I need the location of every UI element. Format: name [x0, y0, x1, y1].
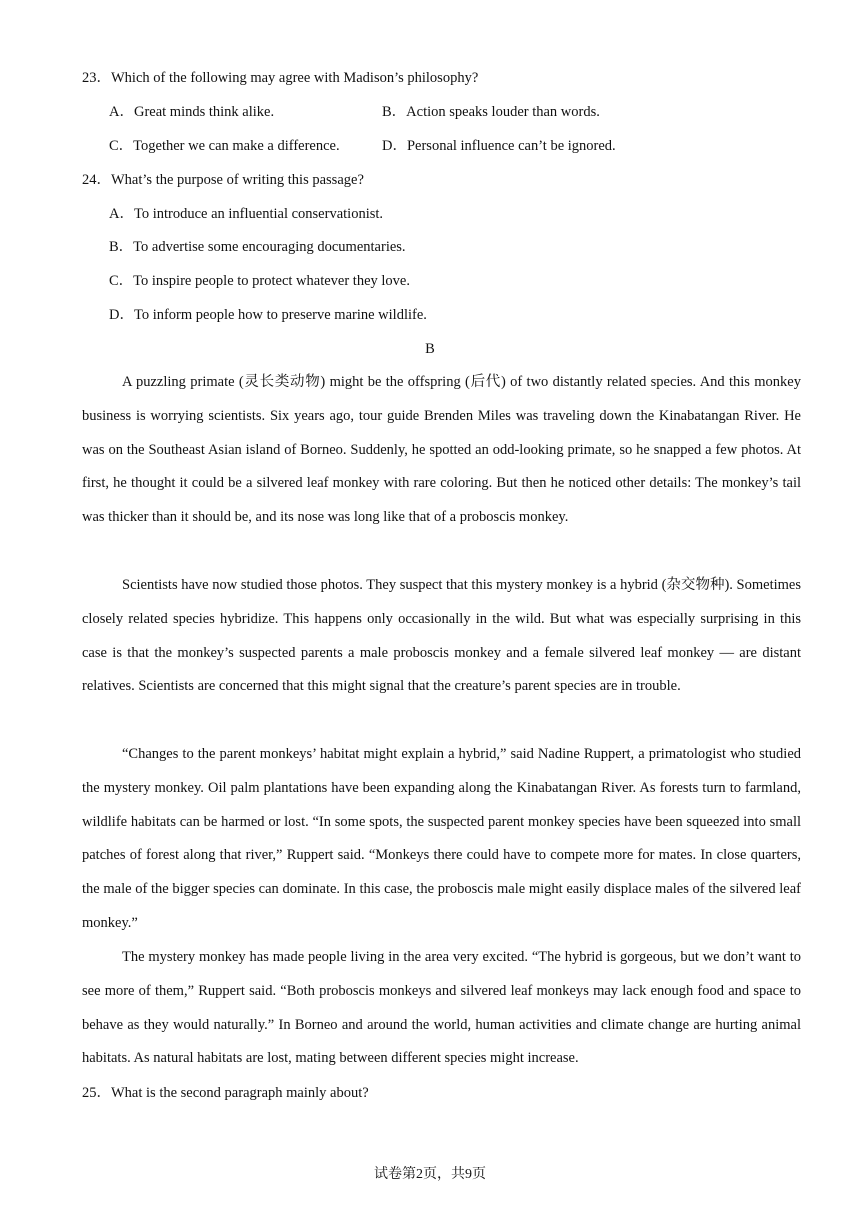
- q23-option-a: A．Great minds think alike.: [109, 104, 275, 120]
- q23-option-b: B．Action speaks louder than words.: [382, 104, 600, 120]
- q24-option-d: D．To inform people how to preserve marine wildlife.: [109, 307, 427, 323]
- section-label: B: [425, 341, 435, 357]
- passage-paragraph-2: Scientists have now studied those photos. They suspect that this mystery monkey is a hybrid (杂交物种). Sometimes closely related species hybridize. This happens only occasionally in the wild. But what was especially surprising in this case is that the monkey’s suspected parents a male proboscis monkey and a female silvered leaf monkey — are distant relatives. Scientists are concerned that this might signal that the creature’s parent species are in trouble.: [82, 577, 801, 695]
- question-25: 25．What is the second paragraph mainly about?: [82, 1085, 369, 1101]
- q24-option-b: B．To advertise some encouraging documentaries.: [109, 239, 406, 255]
- passage-paragraph-4: The mystery monkey has made people living in the area very excited. “The hybrid is gorgeous, but we don’t want to see more of them,” Ruppert said. “Both proboscis monkeys and silvered leaf monkeys may lack enough food and space to behave as they would naturally.” In Borneo and around the world, human activities and climate change are hurting animal habitats. As natural habitats are lost, mating between different species might increase.: [82, 949, 801, 1067]
- question-23: 23．Which of the following may agree with Madison’s philosophy?: [82, 70, 479, 86]
- q24-option-c: C．To inspire people to protect whatever they love.: [109, 273, 410, 289]
- question-24: 24．What’s the purpose of writing this passage?: [82, 172, 364, 188]
- page-footer: 试卷第2页，共9页: [374, 1167, 486, 1182]
- passage-paragraph-1: A puzzling primate (灵长类动物) might be the offspring (后代) of two distantly related species. And this monkey business is worrying scientists. Six years ago, tour guide Brenden Miles was traveling down the Kinabatangan River. He was on the Southeast Asian island of Borneo. Suddenly, he spotted an odd-looking primate, so he snapped a few photos. At first, he thought it could be a silvered leaf monkey with rare coloring. But then he noticed other details: The monkey’s tail was thicker than it should be, and its nose was long like that of a proboscis monkey.: [82, 374, 801, 526]
- q24-option-a: A．To introduce an influential conservationist.: [109, 206, 384, 222]
- passage-paragraph-3: “Changes to the parent monkeys’ habitat might explain a hybrid,” said Nadine Ruppert, a primatologist who studied the mystery monkey. Oil palm plantations have been expanding along the Kinabatangan River. As forests turn to farmland, wildlife habitats can be harmed or lost. “In some spots, the suspected parent monkey species have been squeezed into small patches of forest along that river,” Ruppert said. “Monkeys there could have to compete more for mates. In close quarters, the male of the bigger species can dominate. In this case, the proboscis male might easily displace males of the silvered leaf monkey.”: [82, 746, 801, 931]
- q23-option-c: C．Together we can make a difference.: [109, 138, 340, 154]
- q23-option-d: D．Personal influence can’t be ignored.: [382, 138, 616, 154]
